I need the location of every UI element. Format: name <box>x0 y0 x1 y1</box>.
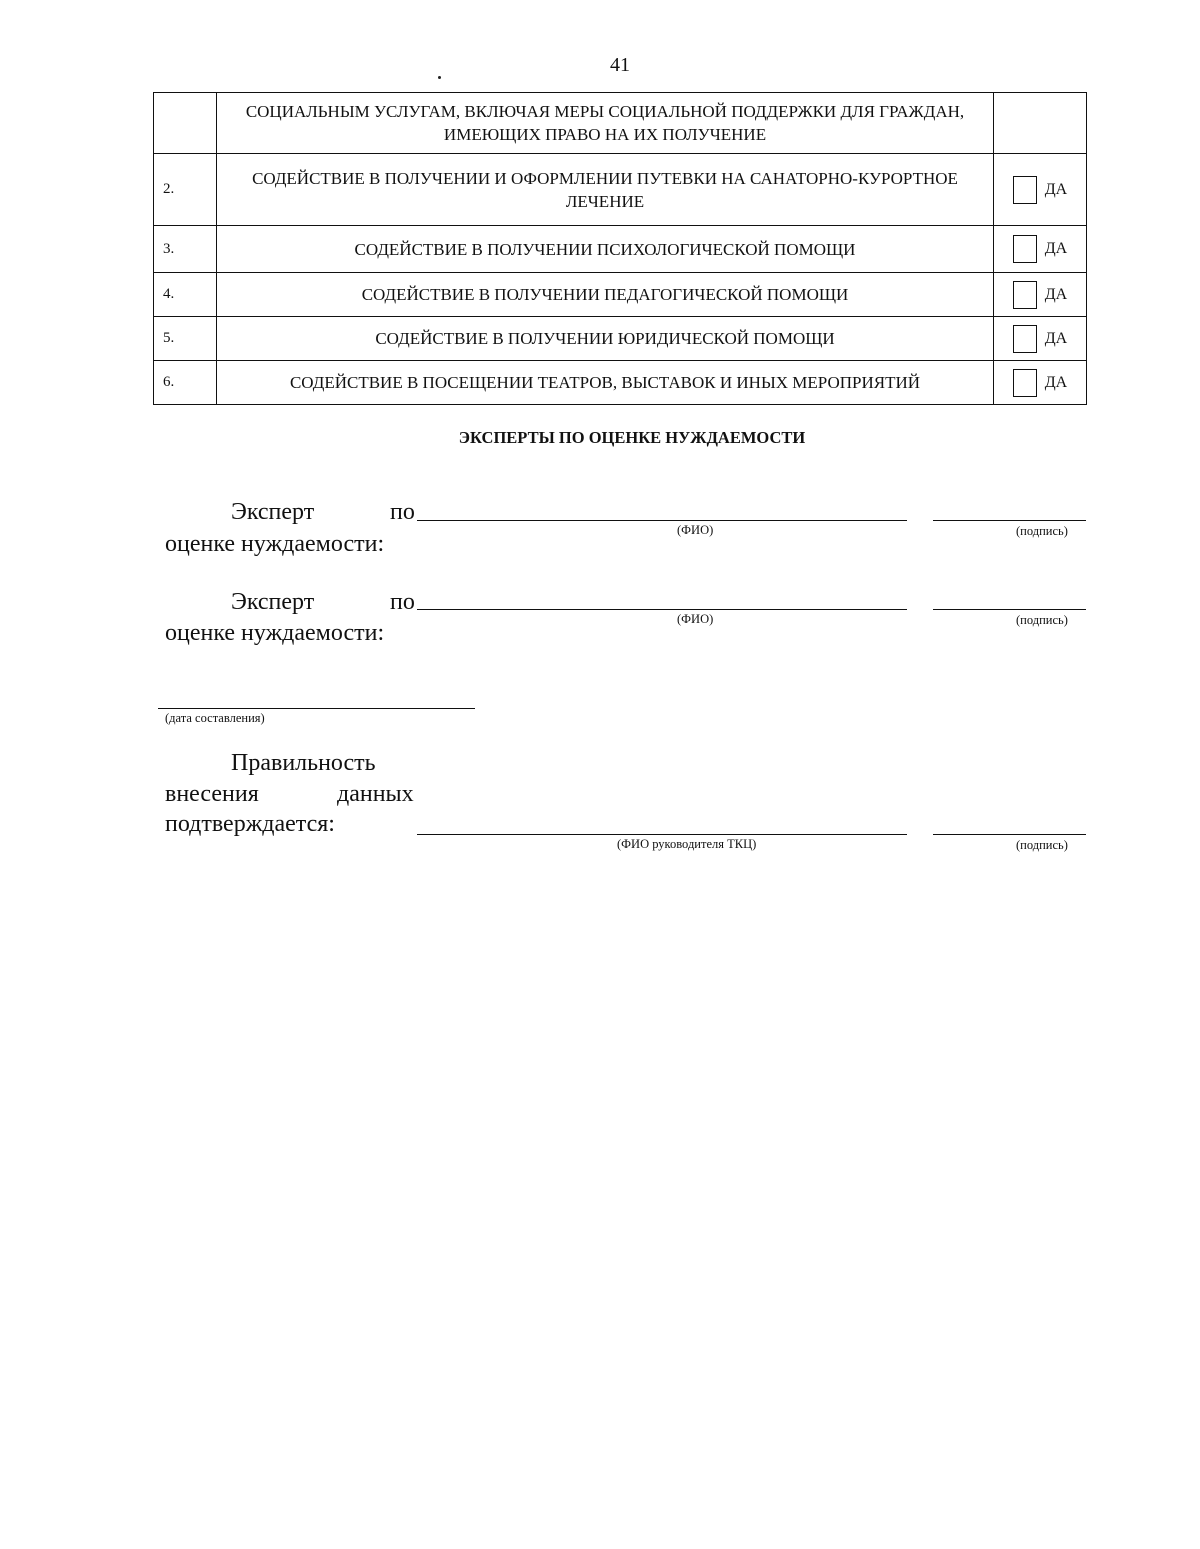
row-number: 4. <box>154 273 217 317</box>
row-title: СОЦИАЛЬНЫМ УСЛУГАМ, ВКЛЮЧАЯ МЕРЫ СОЦИАЛЬНОЙ ПОДДЕРЖКИ ДЛЯ ГРАЖДАН, ИМЕЮЩИХ ПРАВО НА ИХ ПОЛУЧЕНИЕ <box>217 93 994 154</box>
confirmation-line2-a: внесения <box>165 781 259 807</box>
table-row <box>154 226 1087 273</box>
expert-label-word: Эксперт <box>231 499 315 525</box>
signature-caption: (подпись) <box>1016 524 1068 538</box>
page-number: 41 <box>610 54 630 76</box>
row-number: 2. <box>154 154 217 226</box>
yes-checkbox[interactable] <box>1013 369 1037 397</box>
yes-label: ДА <box>1044 240 1068 257</box>
table-row <box>154 93 1087 154</box>
date-caption: (дата составления) <box>165 711 265 725</box>
row-mark-cell <box>994 154 1087 226</box>
table-row <box>154 273 1087 317</box>
table-row <box>154 317 1087 361</box>
expert-signature-line[interactable] <box>933 609 1086 610</box>
head-signature-line[interactable] <box>933 834 1086 835</box>
section-title: ЭКСПЕРТЫ ПО ОЦЕНКЕ НУЖДАЕМОСТИ <box>458 428 806 447</box>
row-mark-cell <box>994 93 1087 154</box>
head-fio-caption: (ФИО руководителя ТКЦ) <box>617 837 757 851</box>
expert-label-line2: оценке нуждаемости: <box>165 620 385 646</box>
row-mark-cell <box>994 273 1087 317</box>
row-number: 6. <box>154 361 217 405</box>
fio-caption: (ФИО) <box>677 612 714 626</box>
row-mark-cell <box>994 226 1087 273</box>
expert-label-po: по <box>390 589 415 615</box>
yes-checkbox[interactable] <box>1013 325 1037 353</box>
expert-fio-line[interactable] <box>417 609 907 610</box>
row-title: СОДЕЙСТВИЕ В ПОЛУЧЕНИИ И ОФОРМЛЕНИИ ПУТЕВКИ НА САНАТОРНО-КУРОРТНОЕ ЛЕЧЕНИЕ <box>217 154 994 226</box>
expert-signature-line[interactable] <box>933 520 1086 521</box>
head-fio-line[interactable] <box>417 834 907 835</box>
row-title: СОДЕЙСТВИЕ В ПОЛУЧЕНИИ ЮРИДИЧЕСКОЙ ПОМОЩИ <box>217 317 994 361</box>
table-row <box>154 154 1087 226</box>
fio-caption: (ФИО) <box>677 523 714 537</box>
table-row <box>154 361 1087 405</box>
expert-label-word: Эксперт <box>231 589 315 615</box>
yes-label: ДА <box>1044 329 1068 347</box>
row-number <box>154 93 217 154</box>
yes-label: ДА <box>1044 285 1068 303</box>
confirmation-line3: подтверждается: <box>165 811 335 837</box>
yes-checkbox[interactable] <box>1013 176 1037 204</box>
date-line[interactable] <box>158 708 475 709</box>
row-mark-cell <box>994 361 1087 405</box>
row-title: СОДЕЙСТВИЕ В ПОЛУЧЕНИИ ПЕДАГОГИЧЕСКОЙ ПОМОЩИ <box>217 273 994 317</box>
row-title: СОДЕЙСТВИЕ В ПОЛУЧЕНИИ ПСИХОЛОГИЧЕСКОЙ ПОМОЩИ <box>217 226 994 273</box>
row-mark-cell <box>994 317 1087 361</box>
confirmation-line2-b: данных <box>337 781 414 807</box>
expert-label-po: по <box>390 499 415 525</box>
signature-caption: (подпись) <box>1016 613 1068 627</box>
yes-checkbox[interactable] <box>1013 281 1037 309</box>
yes-label: ДА <box>1044 180 1068 198</box>
confirmation-line1: Правильность <box>231 750 376 776</box>
yes-checkbox[interactable] <box>1013 235 1037 263</box>
scan-speck <box>438 76 441 79</box>
yes-label: ДА <box>1044 373 1068 391</box>
services-table <box>153 92 1087 405</box>
head-signature-caption: (подпись) <box>1016 838 1068 852</box>
row-number: 5. <box>154 317 217 361</box>
expert-label-line2: оценке нуждаемости: <box>165 531 385 557</box>
row-title: СОДЕЙСТВИЕ В ПОСЕЩЕНИИ ТЕАТРОВ, ВЫСТАВОК И ИНЫХ МЕРОПРИЯТИЙ <box>217 361 994 405</box>
row-number: 3. <box>154 226 217 273</box>
expert-fio-line[interactable] <box>417 520 907 521</box>
